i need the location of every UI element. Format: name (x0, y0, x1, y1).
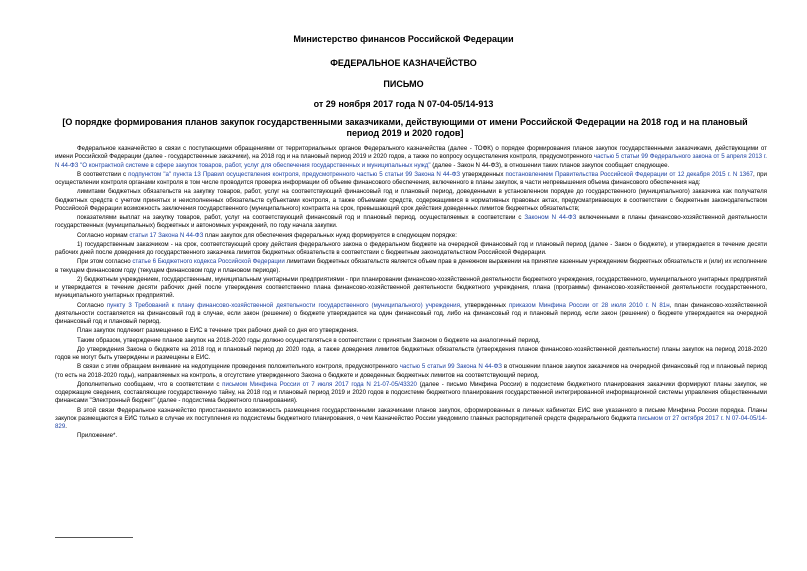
footnote-divider (55, 537, 133, 538)
paragraph (55, 145, 767, 170)
link-article-17[interactable]: статьи 17 Закона N 44-ФЗ (129, 231, 204, 239)
treasury-heading: ФЕДЕРАЛЬНОЕ КАЗНАЧЕЙСТВО (330, 58, 477, 68)
link-law-44fz[interactable]: Законом N 44-ФЗ (524, 214, 577, 221)
link-law-44fz-art99-part5[interactable]: частью 5 статьи 99 Закона N 44-ФЗ (399, 363, 502, 371)
link-plan-requirements[interactable]: пункту 3 Требований к плану финансово-хозяйственной деятельности государственного (муниципального) учреждения (106, 301, 460, 309)
paragraph (55, 258, 767, 275)
link-treasury-letter-829[interactable]: письмом от 27 октября 2017 г. N 07-04-05/14-829 (55, 414, 767, 430)
text: В соответствии с (77, 170, 129, 178)
paragraph (55, 232, 767, 240)
document-title: [О порядке формирования планов закупок государственными заказчиками, действующими от имени Российской Федерации на 2018 год и на плановый период 2019 и 2020 годов] (62, 117, 748, 138)
paragraph: 1) государственным заказчиком - на срок, соответствующий сроку действия федерального закона о федеральном бюджете на очередной финансовый год и плановый период (далее - Закон о бюджете), и утверждается в течение десяти рабочих дней после доведения до государственного заказчика лимитов бюджетных обязательств в соответствии с бюджетным законодательством Российской Федерации. (55, 240, 767, 256)
link-budget-code-art6[interactable]: статье 6 Бюджетного кодекса Российской Федерации (132, 258, 285, 266)
text: показателями выплат на закупку товаров, работ, услуг на соответствующий финансовый год и плановый период, осуществляемых в соответствии с (77, 214, 525, 221)
text: В этой связи Федеральное казначейство приостановило возможность размещения государственными заказчиками планов закупок, сформированных в личных кабинетах ЕИС вне указанного в письме Минфина России порядка. Планы закупок размещаются в ЕИС только в случае их поступления из подсистемы бюджетного планирования, о чем Казначейство России уведомило главных распорядителей средств федерального бюджета (55, 406, 767, 422)
paragraph (55, 214, 767, 231)
paragraph: План закупок подлежит размещению в ЕИС в течение трех рабочих дней со дня его утверждения. (77, 327, 359, 335)
text: включенными в планы финансово-хозяйственной деятельности государственных (муниципальных) бюджетных и автономных учреждений, по году начала закупки. (55, 214, 767, 230)
paragraph: лимитами бюджетных обязательств на закупку товаров, работ, услуг на соответствующий финансовый год и плановый период, доведенными в установленном порядке до государственного (муниципального) заказчика как получателя бюджетных средств с учетом принятых и неисполненных обязательств субъектами контроля, а также объемами средств, содержащимися в нормативных правовых актах, предусматривающих в соответствии с бюджетным законодательством Российской Федерации возможность заключения государственного (муниципального) контракта на срок, превышающий срок действия доведенных лимитов бюджетных обязательств; (55, 188, 767, 212)
paragraph: Таким образом, утверждение планов закупок на 2018-2020 годы должно осуществляться в соответствии с принятым Законом о бюджете на аналогичный период. (77, 336, 541, 344)
document-type-heading: ПИСЬМО (383, 79, 424, 89)
paragraph: 2) бюджетным учреждением, государственным, муниципальным унитарными предприятиями - при планировании финансово-хозяйственной деятельности бюджетного учреждения, государственного, муниципального унитарных предприятий и утверждается в течение десяти рабочих дней после утверждения соответственно плана финансово-хозяйственной деятельности бюджетного учреждения, плана (программы) финансово-хозяйственной деятельности государственного, муниципального унитарных предприятий. (55, 275, 767, 300)
link-minfin-letter[interactable]: письмом Минфина России от 7 июля 2017 года N 21-07-05/43320 (222, 380, 417, 388)
paragraph (55, 302, 767, 327)
paragraph (55, 363, 767, 380)
appendix-note: Приложение*. (77, 432, 118, 440)
text: в отношении планов закупок заказчиков на очередной финансовый год и плановый период (то есть на 2018-2020 годы), направляемых на контроль, в отсутствие утвержденного Закона о бюджете и доведенных бюджетных лимитов на соответствующий период. (55, 363, 768, 379)
paragraph (55, 171, 767, 188)
document-date-number: от 29 ноября 2017 года N 07-04-05/14-913 (313, 99, 494, 109)
paragraph (55, 381, 767, 406)
link-law-44fz-art99[interactable]: частью 5 статьи 99 Федерального закона от 5 апреля 2013 г. N 44-ФЗ "О контрактной системе в сфере закупок товаров, работ, услуг для обеспечения государственных и муниципальных нужд" (55, 153, 768, 169)
text: (далее - письмо Минфина России) в подсистеме бюджетного планирования заказчики формируют планы закупок, не содержащие сведения, составляющие государственную тайну, на 2018 год и плановый период 2019 и 2020 годов в подсистеме бюджетного планирования государственной интегрированной информационной системы управления общественными финансами "Электронный бюджет" (далее - подсистема бюджетного планирования). (55, 380, 768, 405)
link-control-rules[interactable]: подпунктом "а" пункта 13 Правил осуществления контроля, предусмотренного частью 5 статьи 99 Закона N 44-ФЗ (128, 170, 461, 178)
text: Дополнительно сообщаем, что в соответствии с (77, 380, 223, 388)
text: , при осуществлении контроля органами контроля в том числе проводится проверка информации об объеме финансового обеспечения, включенного в планы закупок, в части непревышения объема финансового обеспечения над: (55, 170, 767, 186)
text: Федеральное казначейство в связи с поступающими обращениями от территориальных органов Федерального казначейства (далее - ТОФК) о порядке формирования планов закупок государственными заказчиками, действующими от имени Российской Федерации (далее - государственные заказчики), на 2018 год и на плановый период 2019 и 2020 годов, а также по вопросу осуществления контроля, предусмотренного (55, 145, 767, 161)
text: утвержденных (460, 170, 506, 178)
text: план закупок для обеспечения федеральных нужд формируется в следующем порядке: (203, 231, 457, 239)
text: , утвержденных (459, 301, 509, 309)
link-government-decree-1367[interactable]: постановлением Правительства Российской Федерации от 12 декабря 2015 г. N 1367 (505, 170, 754, 178)
ministry-heading: Министерство финансов Российской Федерации (293, 34, 514, 44)
text: При этом согласно (77, 258, 133, 266)
text: (далее - Закон N 44-ФЗ), в отношении таких планов закупок сообщает следующее. (430, 161, 670, 169)
text: Согласно нормам (77, 231, 130, 239)
paragraph: До утверждения Закона о бюджете на 2018 год и плановый период до 2020 года, а также доведения лимитов бюджетных обязательств (утверждения планов финансово-хозяйственной деятельности) планы закупок на период 2018-2020 годов не могут быть утверждены и размещены в ЕИС. (55, 345, 767, 361)
document-body (55, 145, 767, 442)
text: лимитами бюджетных обязательств является объем прав в денежном выражении на принятие казенным учреждением бюджетных обязательств и (или) их исполнение в текущем финансовом году (текущем финансовом году и плановом периоде). (55, 258, 767, 274)
paragraph (55, 407, 767, 432)
text: . (65, 423, 67, 430)
text: В связи с этим обращаем внимание на недопущение проведения положительного контроля, предусмотренного (77, 363, 400, 371)
text: , план финансово-хозяйственной деятельности составляется на финансовый год в случае, если закон (решение) о бюджете утверждается на один финансовый год, либо на финансовый год и плановый период, если закон (решение) о бюджете утверждается на очередной финансовый год и плановый период. (55, 301, 767, 325)
link-order-81n[interactable]: приказом Минфина России от 28 июля 2010 г. N 81н (508, 301, 670, 309)
text: Согласно (77, 301, 107, 309)
